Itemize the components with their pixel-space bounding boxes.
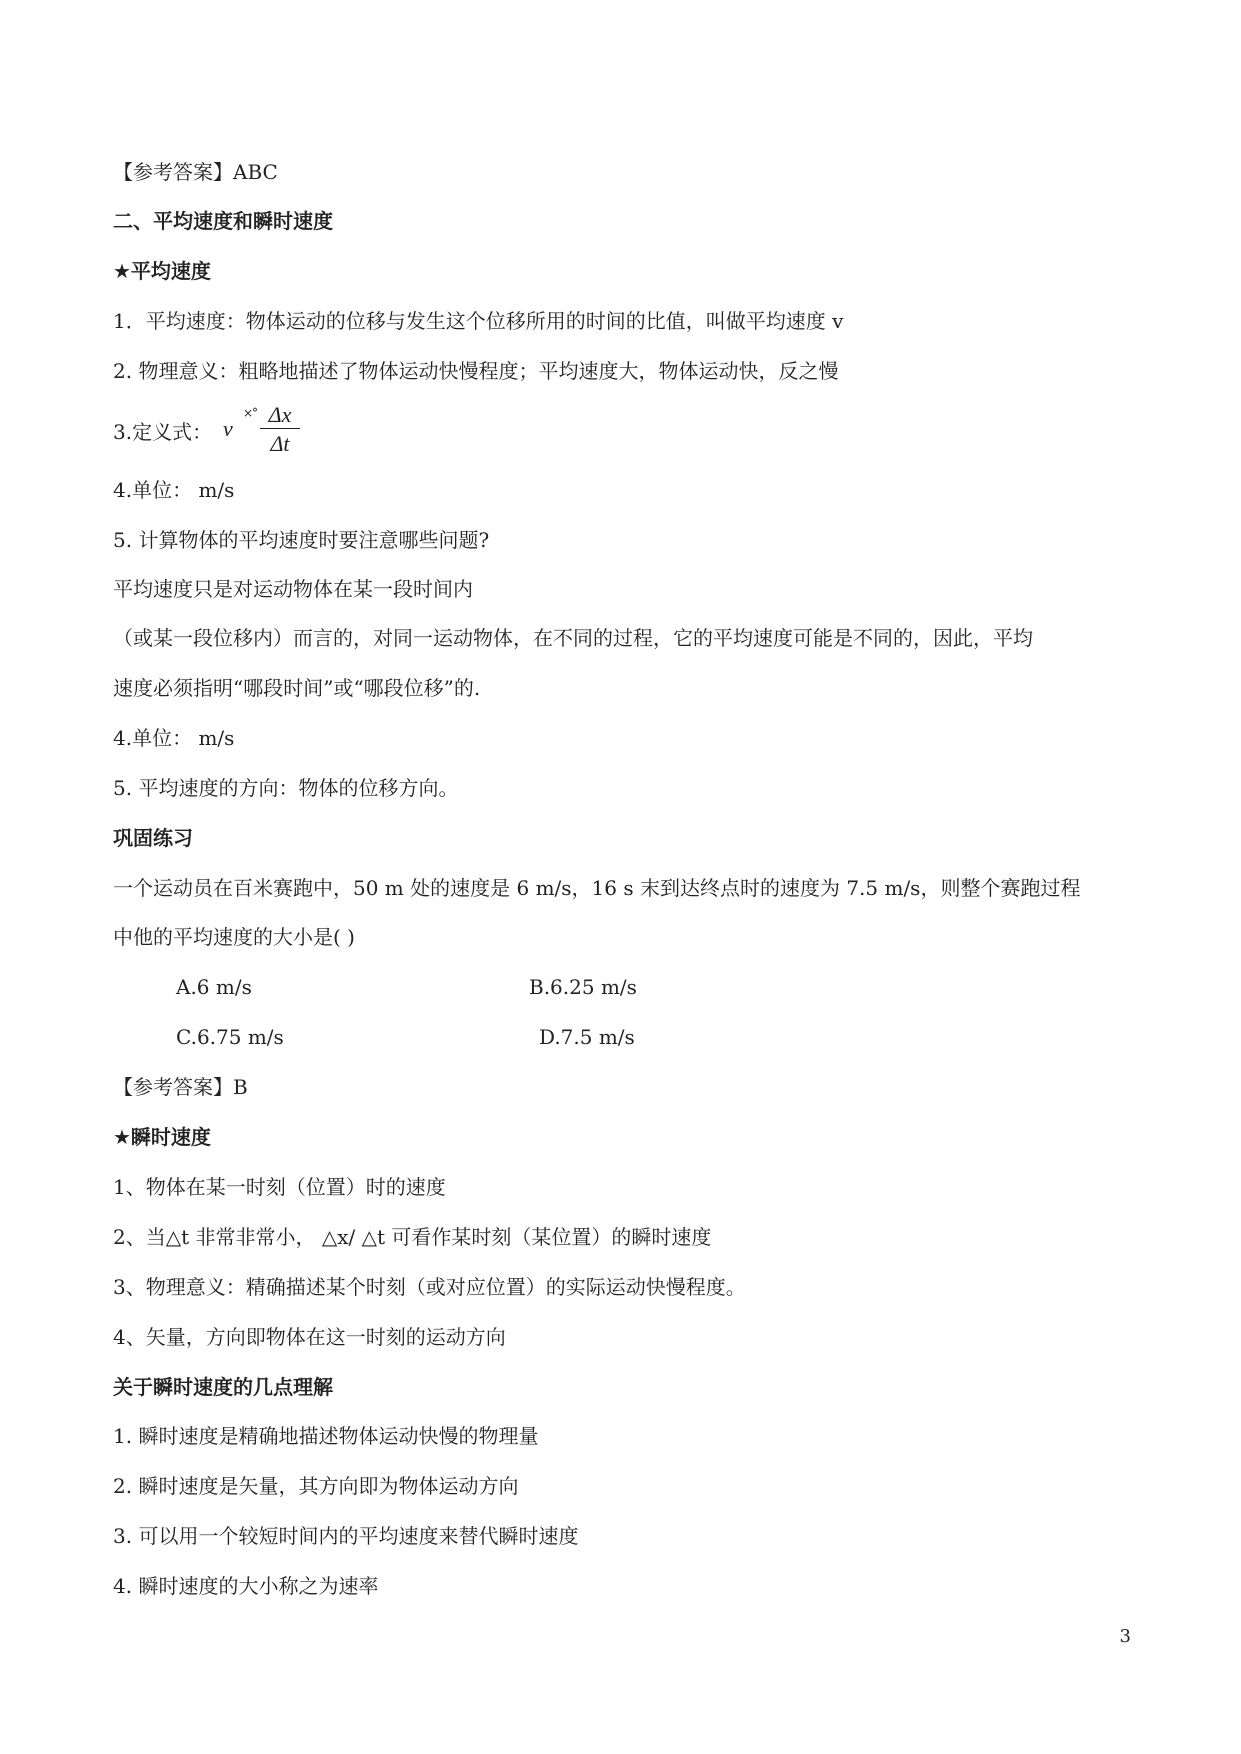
inst-item-4: 4、矢量，方向即物体在这一时刻的运动方向: [113, 1325, 506, 1349]
unit-line-2: 4.单位： m/s: [113, 726, 235, 750]
formula-numerator: Δx: [260, 402, 300, 429]
practice-question-line-2: 中他的平均速度的大小是( ): [113, 925, 355, 949]
question-5: 5. 计算物体的平均速度时要注意哪些问题?: [113, 528, 490, 552]
understand-item-1: 1. 瞬时速度是精确地描述物体运动快慢的物理量: [113, 1424, 539, 1448]
page-number: 3: [1119, 1626, 1131, 1647]
formula-fraction: [260, 402, 300, 459]
section-2-heading: 二、平均速度和瞬时速度: [113, 209, 333, 233]
unit-line-1: 4.单位： m/s: [113, 478, 235, 502]
answer-2: 【参考答案】B: [113, 1075, 248, 1099]
understand-item-2: 2. 瞬时速度是矢量，其方向即为物体运动方向: [113, 1474, 519, 1498]
understand-item-4: 4. 瞬时速度的大小称之为速率: [113, 1574, 379, 1598]
inst-item-2: 2、当△t 非常非常小， △x/ △t 可看作某时刻（某位置）的瞬时速度: [113, 1225, 712, 1249]
inst-item-3: 3、物理意义：精确描述某个时刻（或对应位置）的实际运动快慢程度。: [113, 1275, 746, 1299]
formula-label: 3.定义式：: [113, 420, 213, 444]
formula-denominator: Δt: [270, 431, 290, 456]
paragraph-line-3: 速度必须指明“哪段时间”或“哪段位移”的.: [113, 676, 481, 700]
direction-line: 5. 平均速度的方向：物体的位移方向。: [113, 776, 459, 800]
avg-item-1: 1．平均速度：物体运动的位移与发生这个位移所用的时间的比值，叫做平均速度 v: [113, 309, 844, 333]
practice-question-line-1: 一个运动员在百米赛跑中，50 m 处的速度是 6 m/s，16 s 末到达终点时的速度为 7.5 m/s，则整个赛跑过程: [113, 876, 1081, 900]
instant-velocity-heading: ★瞬时速度: [113, 1125, 211, 1149]
understanding-heading: 关于瞬时速度的几点理解: [113, 1375, 333, 1399]
inst-item-1: 1、物体在某一时刻（位置）时的速度: [113, 1175, 446, 1199]
formula-v: v: [223, 416, 233, 441]
paragraph-line-1: 平均速度只是对运动物体在某一段时间内: [113, 577, 473, 601]
answer-1: 【参考答案】ABC: [113, 160, 278, 184]
option-a: A.6 m/s: [176, 975, 252, 999]
option-c: C.6.75 m/s: [176, 1025, 284, 1049]
understand-item-3: 3. 可以用一个较短时间内的平均速度来替代瞬时速度: [113, 1524, 579, 1548]
option-d: D.7.5 m/s: [539, 1025, 635, 1049]
avg-item-2: 2. 物理意义：粗略地描述了物体运动快慢程度；平均速度大，物体运动快，反之慢: [113, 359, 839, 383]
formula-equals: ×°: [243, 406, 258, 420]
paragraph-line-2: （或某一段位移内）而言的，对同一运动物体，在不同的过程，它的平均速度可能是不同的，因此，平均: [113, 626, 1033, 650]
option-b: B.6.25 m/s: [529, 975, 637, 999]
average-velocity-heading: ★平均速度: [113, 259, 211, 283]
practice-heading: 巩固练习: [113, 826, 193, 850]
